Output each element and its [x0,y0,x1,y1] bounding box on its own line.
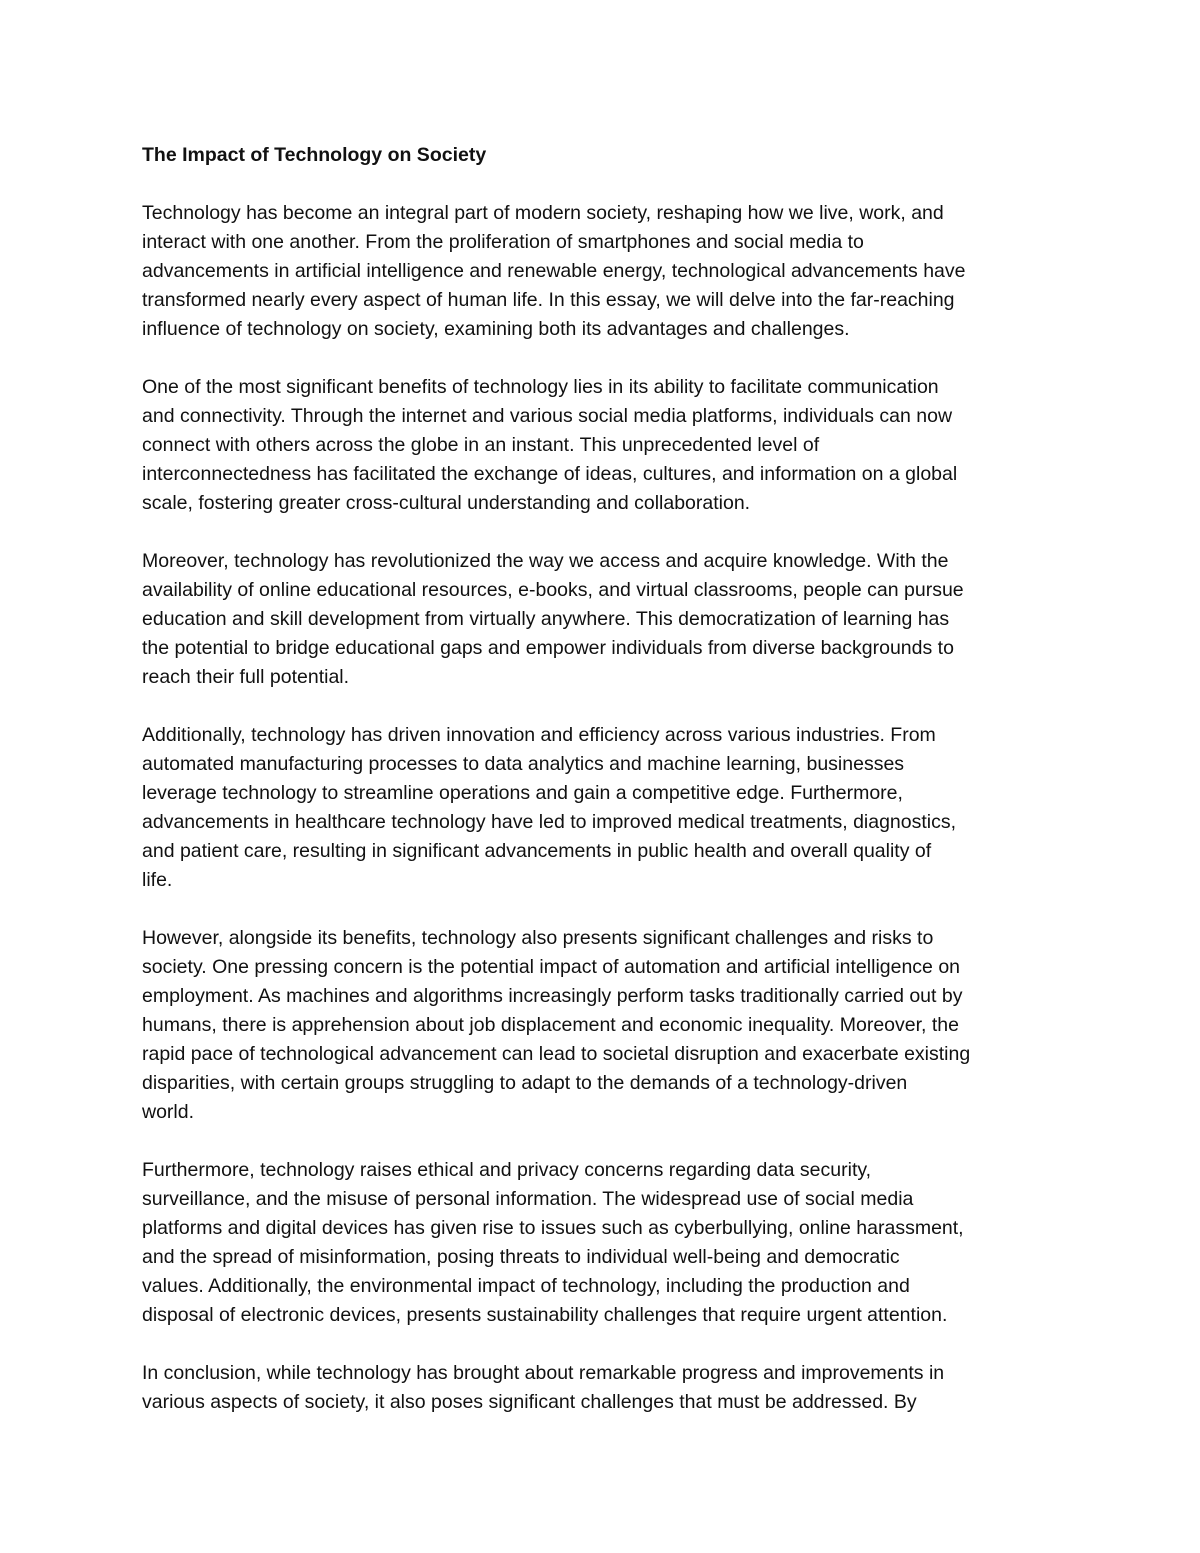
text-line: disposal of electronic devices, presents sustainability challenges that require urgent attention. [142,1304,948,1326]
text-line: surveillance, and the misuse of personal information. The widespread use of social media [142,1188,914,1210]
document-body [142,141,1058,1446]
text-line: interconnectedness has facilitated the exchange of ideas, cultures, and information on a global [142,463,958,485]
paragraph-challenges [142,924,1058,1127]
paragraph-knowledge [142,547,1058,692]
text-line: education and skill development from virtually anywhere. This democratization of learning has [142,608,950,630]
text-line: connect with others across the globe in an instant. This unprecedented level of [142,434,820,456]
text-line: interact with one another. From the proliferation of smartphones and social media to [142,231,864,253]
text-line: society. One pressing concern is the potential impact of automation and artificial intelligence on [142,956,961,978]
text-line: various aspects of society, it also poses significant challenges that must be addressed. By [142,1391,917,1413]
text-line: influence of technology on society, examining both its advantages and challenges. [142,318,850,340]
text-line: advancements in healthcare technology have led to improved medical treatments, diagnostics, [142,811,957,833]
document-title: The Impact of Technology on Society [142,144,487,166]
text-line: Furthermore, technology raises ethical and privacy concerns regarding data security, [142,1159,872,1181]
text-line: and patient care, resulting in significant advancements in public health and overall quality of [142,840,932,862]
text-line: However, alongside its benefits, technology also presents significant challenges and risks to [142,927,934,949]
text-line: life. [142,869,173,891]
paragraph-ethics [142,1156,1058,1330]
text-line: world. [142,1101,195,1123]
text-line: the potential to bridge educational gaps and empower individuals from diverse backgrounds to [142,637,954,659]
text-line: scale, fostering greater cross-cultural understanding and collaboration. [142,492,751,514]
text-line: leverage technology to streamline operations and gain a competitive edge. Furthermore, [142,782,903,804]
text-line: Additionally, technology has driven innovation and efficiency across various industries. From [142,724,936,746]
text-line: Technology has become an integral part of modern society, reshaping how we live, work, and [142,202,944,224]
text-line: rapid pace of technological advancement can lead to societal disruption and exacerbate existing [142,1043,971,1065]
text-line: transformed nearly every aspect of human life. In this essay, we will delve into the far-reaching [142,289,955,311]
text-line: values. Additionally, the environmental impact of technology, including the production and [142,1275,910,1297]
text-line: In conclusion, while technology has brought about remarkable progress and improvements in [142,1362,945,1384]
text-line: and the spread of misinformation, posing threats to individual well-being and democratic [142,1246,900,1268]
text-line: Moreover, technology has revolutionized the way we access and acquire knowledge. With the [142,550,949,572]
paragraph-intro [142,199,1058,344]
text-line: and connectivity. Through the internet and various social media platforms, individuals can now [142,405,953,427]
paragraph-innovation [142,721,1058,895]
text-line: platforms and digital devices has given rise to issues such as cyberbullying, online harassment, [142,1217,964,1239]
text-line: disparities, with certain groups struggling to adapt to the demands of a technology-driven [142,1072,908,1094]
text-line: availability of online educational resources, e-books, and virtual classrooms, people can pursue [142,579,964,601]
text-line: automated manufacturing processes to data analytics and machine learning, businesses [142,753,905,775]
paragraph-communication [142,373,1058,518]
text-line: reach their full potential. [142,666,350,688]
text-line: One of the most significant benefits of technology lies in its ability to facilitate communication [142,376,939,398]
paragraph-conclusion [142,1359,1058,1417]
text-line: advancements in artificial intelligence and renewable energy, technological advancements have [142,260,966,282]
text-line: humans, there is apprehension about job displacement and economic inequality. Moreover, the [142,1014,959,1036]
text-line: employment. As machines and algorithms increasingly perform tasks traditionally carried out by [142,985,963,1007]
